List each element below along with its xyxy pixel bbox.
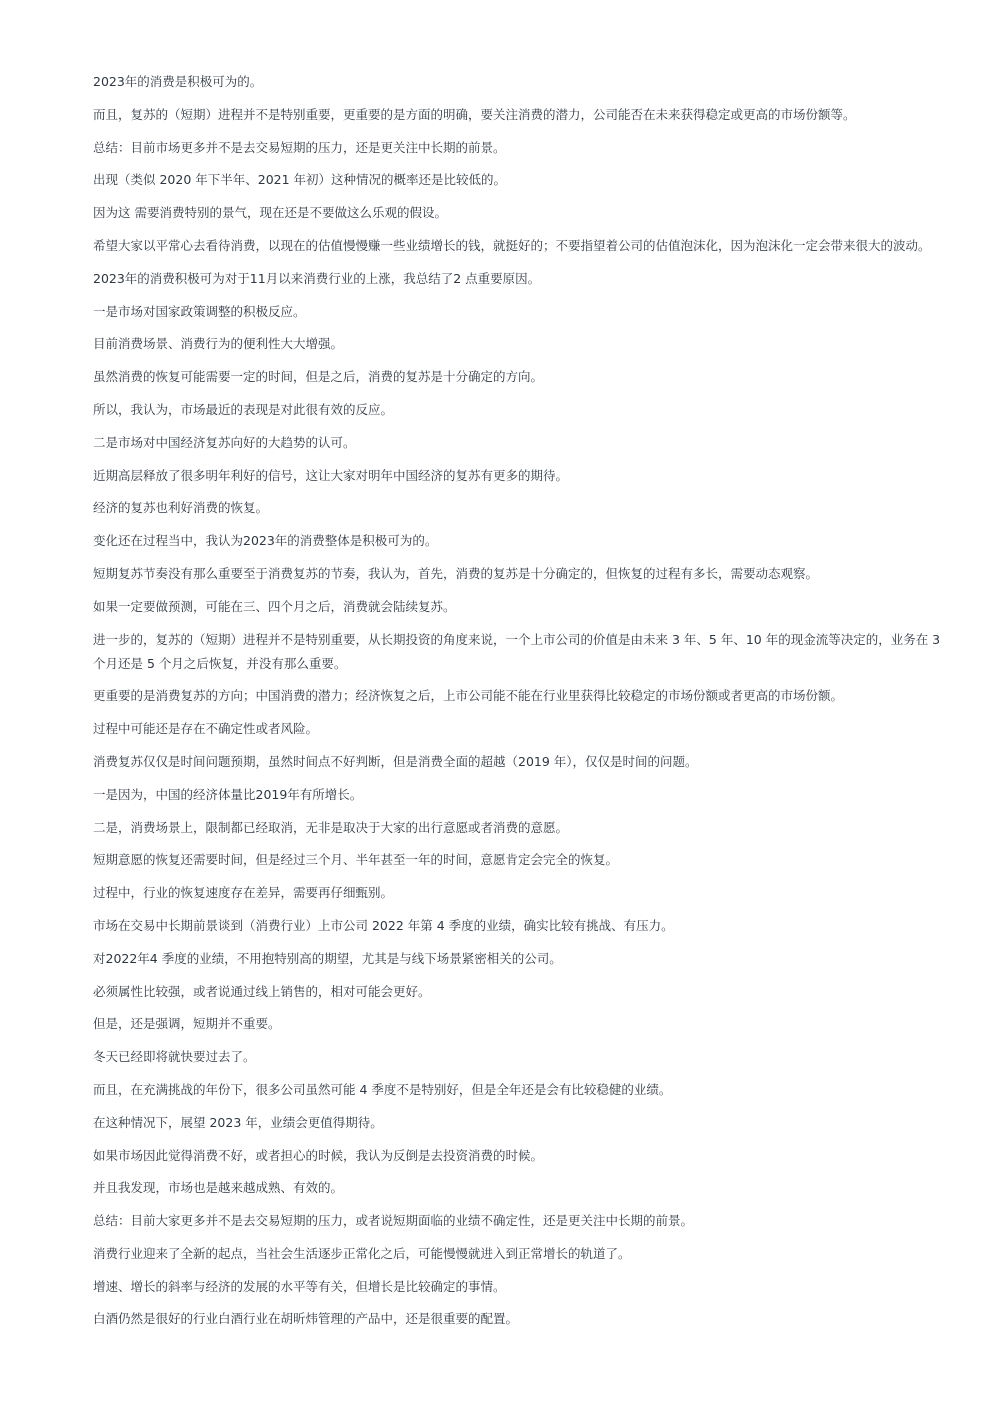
paragraph: 更重要的是消费复苏的方向；中国消费的潜力；经济恢复之后，上市公司能不能在行业里获得比较稳定的市场份额或者更高的市场份额。	[93, 688, 844, 704]
paragraph: 二是，消费场景上，限制都已经取消，无非是取决于大家的出行意愿或者消费的意愿。	[93, 819, 569, 835]
paragraph: 进一步的，复苏的（短期）进程并不是特别重要，从长期投资的角度来说，一个上市公司的价值是由未来 3 年、5 年、10 年的现金流等决定的，业务在 3 个月还是 5 个月之后恢复，并没有那么重要。	[93, 631, 941, 671]
paragraph: 如果一定要做预测，可能在三、四个月之后，消费就会陆续复苏。	[93, 598, 456, 614]
paragraph: 但是，还是强调，短期并不重要。	[93, 1016, 281, 1032]
paragraph: 目前消费场景、消费行为的便利性大大增强。	[93, 336, 344, 352]
paragraph: 白酒仍然是很好的行业白酒行业在胡昕炜管理的产品中，还是很重要的配置。	[93, 1311, 519, 1327]
paragraph: 必须属性比较强，或者说通过线上销售的，相对可能会更好。	[93, 983, 431, 999]
paragraph: 并且我发现，市场也是越来越成熟、有效的。	[93, 1180, 344, 1196]
paragraph: 对2022年4 季度的业绩，不用抱特别高的期望，尤其是与线下场景紧密相关的公司。	[93, 950, 562, 966]
paragraph: 经济的复苏也利好消费的恢复。	[93, 500, 269, 516]
paragraph: 过程中可能还是存在不确定性或者风险。	[93, 721, 319, 737]
paragraph: 一是市场对国家政策调整的积极反应。	[93, 303, 306, 319]
paragraph: 2023年的消费积极可为对于11月以来消费行业的上涨，我总结了2 点重要原因。	[93, 270, 541, 286]
paragraph: 冬天已经即将就快要过去了。	[93, 1049, 256, 1065]
paragraph: 虽然消费的恢复可能需要一定的时间，但是之后，消费的复苏是十分确定的方向。	[93, 369, 544, 385]
paragraph: 过程中，行业的恢复速度存在差异，需要再仔细甄别。	[93, 885, 394, 901]
paragraph: 在这种情况下，展望 2023 年，业绩会更值得期待。	[93, 1114, 383, 1130]
paragraph: 总结：目前市场更多并不是去交易短期的压力，还是更关注中长期的前景。	[93, 139, 506, 155]
document-body	[93, 70, 945, 1340]
paragraph: 出现（类似 2020 年下半年、2021 年初）这种情况的概率还是比较低的。	[93, 172, 507, 188]
paragraph: 近期高层释放了很多明年利好的信号，这让大家对明年中国经济的复苏有更多的期待。	[93, 467, 569, 483]
paragraph: 一是因为，中国的经济体量比2019年有所增长。	[93, 786, 363, 802]
paragraph: 消费行业迎来了全新的起点，当社会生活逐步正常化之后，可能慢慢就进入到正常增长的轨道了。	[93, 1245, 631, 1261]
paragraph: 2023年的消费是积极可为的。	[93, 74, 263, 89]
paragraph: 变化还在过程当中，我认为2023年的消费整体是积极可为的。	[93, 533, 438, 549]
paragraph: 所以，我认为，市场最近的表现是对此很有效的反应。	[93, 401, 394, 417]
paragraph: 而且，在充满挑战的年份下，很多公司虽然可能 4 季度不是特别好，但是全年还是会有比较稳健的业绩。	[93, 1081, 672, 1097]
paragraph: 总结：目前大家更多并不是去交易短期的压力，或者说短期面临的业绩不确定性，还是更关注中长期的前景。	[93, 1213, 694, 1229]
paragraph: 短期意愿的恢复还需要时间，但是经过三个月、半年甚至一年的时间，意愿肯定会完全的恢复。	[93, 852, 619, 868]
paragraph: 因为这 需要消费特别的景气，现在还是不要做这么乐观的假设。	[93, 205, 447, 221]
paragraph: 而且，复苏的（短期）进程并不是特别重要，更重要的是方面的明确，要关注消费的潜力，公司能否在未来获得稳定或更高的市场份额等。	[93, 106, 856, 122]
paragraph: 希望大家以平常心去看待消费，以现在的估值慢慢赚一些业绩增长的钱，就挺好的；不要指望着公司的估值泡沫化，因为泡沫化一定会带来很大的波动。	[93, 237, 931, 253]
paragraph: 增速、增长的斜率与经济的发展的水平等有关，但增长是比较确定的事情。	[93, 1278, 506, 1294]
paragraph: 市场在交易中长期前景谈到（消费行业）上市公司 2022 年第 4 季度的业绩，确实比较有挑战、有压力。	[93, 917, 674, 933]
paragraph: 二是市场对中国经济复苏向好的大趋势的认可。	[93, 434, 356, 450]
paragraph: 如果市场因此觉得消费不好，或者担心的时候，我认为反倒是去投资消费的时候。	[93, 1147, 544, 1163]
paragraph: 短期复苏节奏没有那么重要至于消费复苏的节奏，我认为，首先，消费的复苏是十分确定的，但恢复的过程有多长，需要动态观察。	[93, 565, 819, 581]
paragraph: 消费复苏仅仅是时间问题预期，虽然时间点不好判断，但是消费全面的超越（2019 年），仅仅是时间的问题。	[93, 753, 698, 769]
